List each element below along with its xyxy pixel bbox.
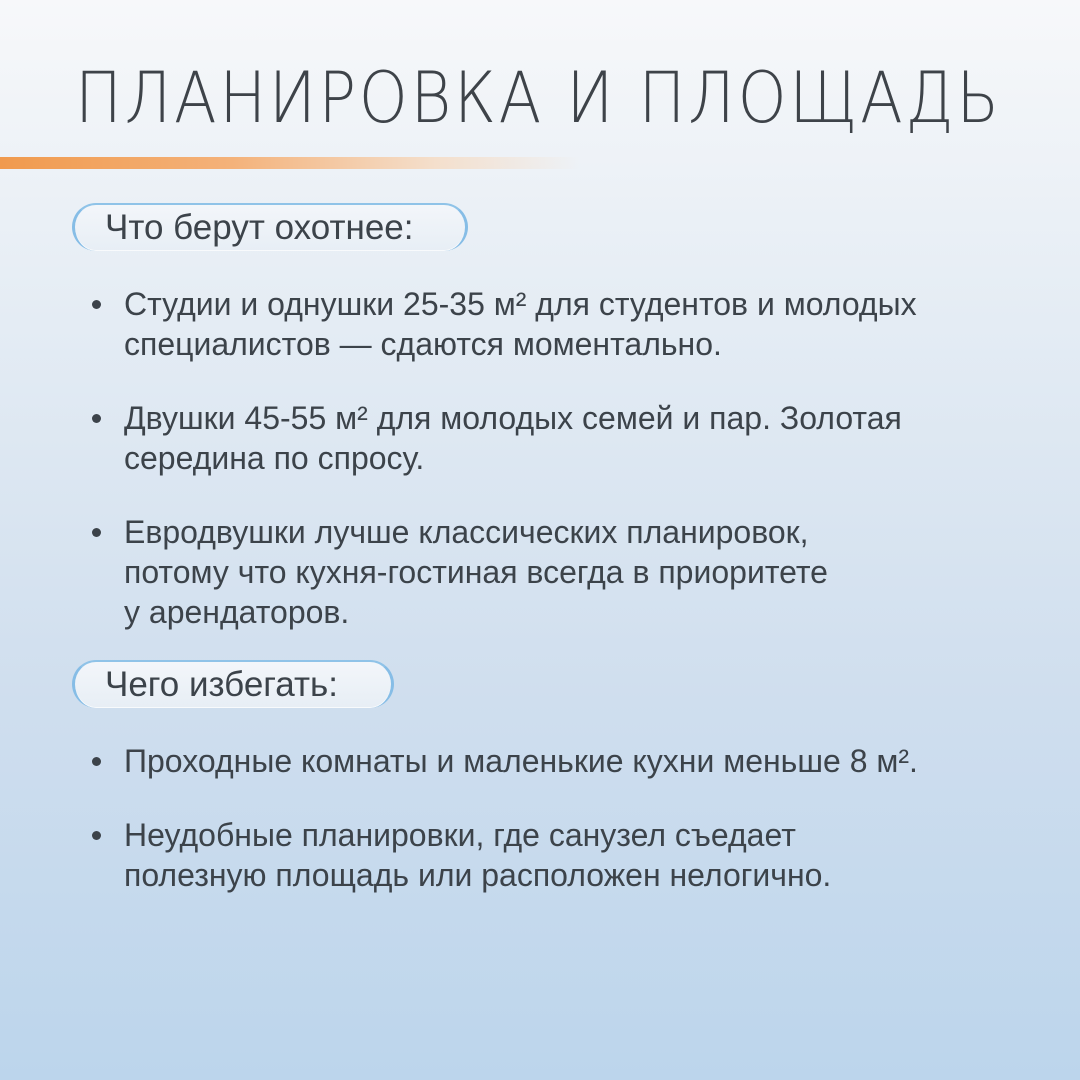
list-item [0,284,917,364]
list-item-text: специалистов — сдаются моментально. [124,326,722,362]
list-item-text: потому что кухня-гостиная всегда в приоритете [124,554,828,590]
list-item-text: Евродвушки лучше классических планировок, [124,514,809,550]
list-item [0,815,918,895]
list-item-text: Двушки 45-55 м² для молодых семей и пар. Золотая [124,400,902,436]
bullet-icon [92,831,101,840]
page-title: ПЛАНИРОВКА И ПЛОЩАДЬ [75,57,1002,139]
list-item-text: Проходные комнаты и маленькие кухни меньше 8 м². [124,743,918,779]
list-item [0,741,918,781]
list-item [0,398,917,478]
preferred-list [0,284,917,666]
accent-divider [0,157,580,169]
bullet-icon [92,528,101,537]
bullet-icon [92,300,101,309]
list-item-text: середина по спросу. [124,440,425,476]
bullet-icon [92,414,101,423]
list-item-text: полезную площадь или расположен нелогично. [124,857,832,893]
list-item [0,512,917,632]
bullet-icon [92,757,101,766]
section-heading-avoid-label: Чего избегать: [105,665,338,704]
section-heading-preferred-label: Что берут охотнее: [105,208,414,247]
section-heading-preferred [72,203,468,251]
list-item-text: Неудобные планировки, где санузел съедает [124,817,796,853]
list-item-text: у арендаторов. [124,594,350,630]
section-heading-avoid [72,660,394,708]
avoid-list [0,741,918,929]
list-item-text: Студии и однушки 25-35 м² для студентов и молодых [124,286,917,322]
